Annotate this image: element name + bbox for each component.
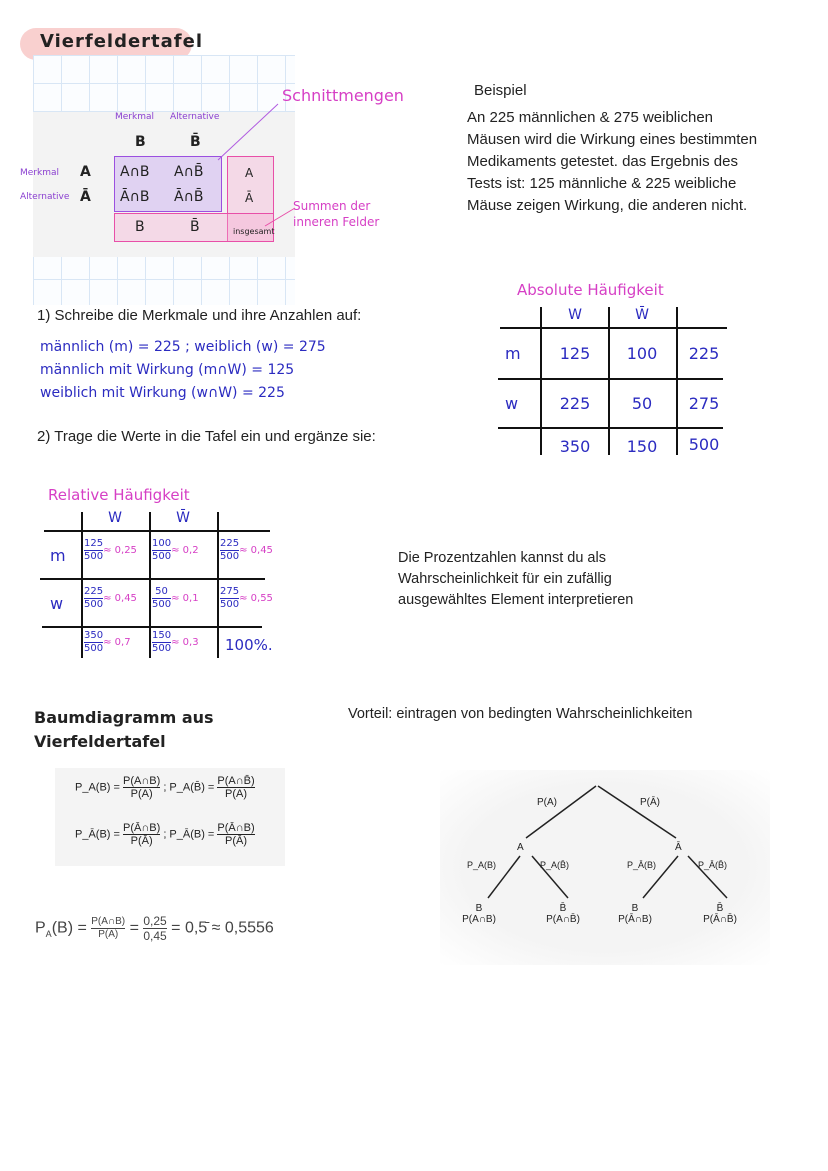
percent-note: Die Prozentzahlen kannst du als Wahrscheinlichkeit für ein zufällig ausgewähltes Element interpretieren <box>398 550 634 608</box>
sum-a: A <box>245 166 254 180</box>
sum-b-bar: B̄ <box>190 219 200 235</box>
example-text: An 225 männlichen & 275 weiblichen Mäusen wird die Wirkung eines bestimmten Medikaments getestet. das Ergebnis des Tests ist: 125 männliche & 225 weibliche Mäuse zeigen Wirkung, die anderen nicht. <box>467 109 758 214</box>
col-label-alternative: Alternative <box>170 112 220 122</box>
task-1-label: 1) Schreibe die Merkmale und ihre Anzahlen auf: <box>37 307 362 324</box>
tree-diagram: P(A) P(Ā) A Ā P_A(B) P_A(B̄) P_Ā(B) P_Ā(B̄) B P(A∩B) B̄ P(A∩B̄) B P(Ā∩B) B̄ P(Ā∩B̄) <box>440 770 770 965</box>
row-label-merkmal: Merkmal <box>20 168 59 178</box>
col-label-merkmal: Merkmal <box>115 112 154 122</box>
advantage-note: Vorteil: eintragen von bedingten Wahrscheinlichkeiten <box>348 706 693 722</box>
annotation-intersections: Schnittmengen <box>282 86 404 105</box>
example-heading: Beispiel <box>474 82 527 99</box>
row-a: A <box>80 164 91 180</box>
absolute-table-title: Absolute Häufigkeit <box>517 281 664 299</box>
sum-b: B <box>135 219 145 235</box>
col-b-bar: B̄ <box>190 134 201 150</box>
row-label-alternative: Alternative <box>20 192 70 202</box>
relative-cell: $\frac{150}{500}$ ≈ 0,3 <box>152 630 199 654</box>
task-2-label: 2) Trage die Werte in die Tafel ein und ergänze sie: <box>37 428 376 445</box>
task-1-answers: männlich (m) = 225 ; weiblich (w) = 275 männlich mit Wirkung (m∩W) = 125 weiblich mit Wirkung (w∩W) = 225 <box>40 339 326 401</box>
annotation-sums: Summen der inneren Felder <box>293 199 380 229</box>
example-calculation: $P_A(B)$ = $\frac{P(A\cap B)}{P(A)}$ = $\frac{0,25}{0,45}$ = 0,5̄ ≈ 0,5556 <box>35 914 274 943</box>
total-label: insgesamt <box>233 227 275 236</box>
col-b: B <box>135 134 146 150</box>
cell-a-bar-and-b-bar: Ā∩B̄ <box>174 189 204 205</box>
relative-table-title: Relative Häufigkeit <box>48 486 190 504</box>
formula-row-1: P_A(B) = $\frac{P(A\cap B)}{P(A)}$ ; P_A(B̄) = $\frac{P(A\cap B̄)}{P(A)}$ <box>75 775 255 800</box>
formula-row-2: P_Ā(B) = $\frac{P(Ā\cap B)}{P(Ā)}$ ; P_Ā(B) = $\frac{P(Ā\cap B)}{P(Ā)}$ <box>75 822 255 847</box>
relative-cell: $\frac{350}{500}$ ≈ 0,7 <box>84 630 131 654</box>
page-title: Vierfeldertafel <box>20 28 192 60</box>
tree-heading: Baumdiagramm aus Vierfeldertafel <box>34 708 214 751</box>
relative-cell: $\frac{50}{500}$ ≈ 0,1 <box>152 586 199 610</box>
relative-cell: $\frac{125}{500}$ ≈ 0,25 <box>84 538 137 562</box>
relative-cell: $\frac{225}{500}$ ≈ 0,45 <box>220 538 273 562</box>
leaf: B̄ P(A∩B̄) <box>546 903 580 925</box>
cell-a-and-b: A∩B <box>120 164 150 180</box>
cell-a-bar-and-b: Ā∩B <box>120 189 150 205</box>
relative-cell: $\frac{100}{500}$ ≈ 0,2 <box>152 538 199 562</box>
row-a-bar: Ā <box>80 189 91 205</box>
leaf: B̄ P(Ā∩B̄) <box>703 903 737 925</box>
sum-a-bar: Ā <box>245 191 254 205</box>
relative-cell: $\frac{275}{500}$ ≈ 0,55 <box>220 586 273 610</box>
leaf: B P(Ā∩B) <box>618 903 652 925</box>
leaf: B P(A∩B) <box>462 903 496 925</box>
relative-cell: $\frac{225}{500}$ ≈ 0,45 <box>84 586 137 610</box>
cell-a-and-b-bar: A∩B̄ <box>174 164 204 180</box>
